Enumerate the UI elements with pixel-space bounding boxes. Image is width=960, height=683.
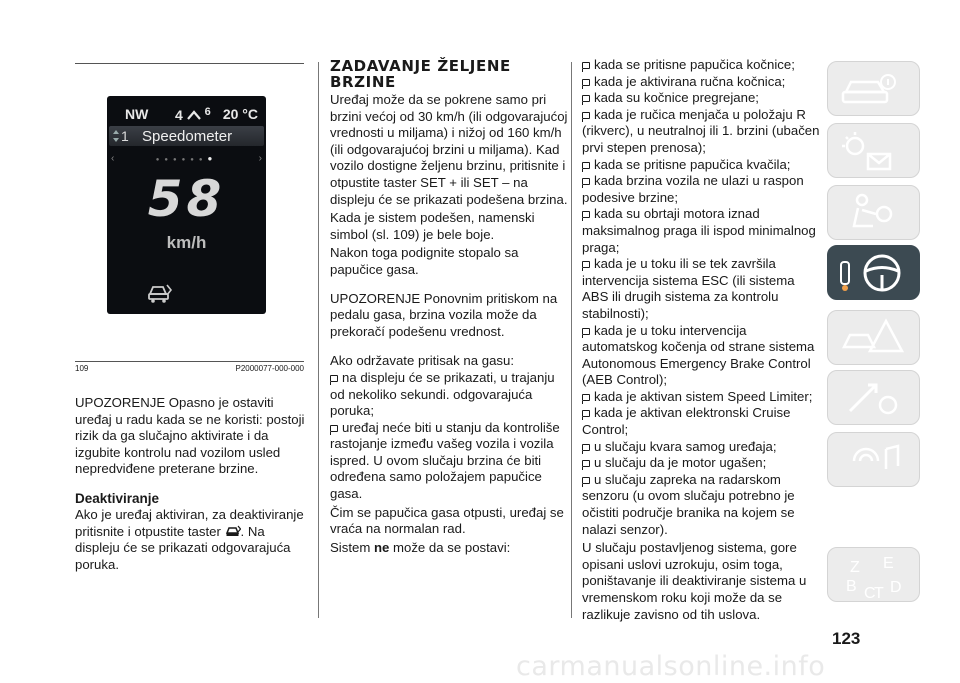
- deactivation-paragraph: [75, 507, 307, 573]
- bullet-icon: [330, 425, 338, 432]
- figure-rule: [75, 361, 304, 362]
- column-divider-2: [571, 62, 572, 618]
- list-item-text: uređaj neće biti u stanju da kontroliše rastojanje između vašeg vozila i vozila ispred. U ovom slučaju brzina će biti određena samo položajem papučice gasa.: [330, 419, 560, 502]
- list-item-text: u slučaju da je motor ugašen;: [594, 455, 767, 471]
- left-chevron-icon: ‹: [111, 153, 115, 164]
- final-paragraph: U slučaju postavljenog sistema, gore opisani uslovi uzrokuju, osim toga, poništavanje ili deaktiviranje sistema u vremenskom roku koji može da se razlikuje zavisno od tih uslova.: [582, 540, 807, 622]
- list-item-text: kada je aktivirana ručna kočnica;: [594, 73, 786, 89]
- temperature-readout: 20 °C: [222, 106, 258, 122]
- list-item: [582, 206, 822, 256]
- bullet-icon: [582, 460, 590, 467]
- gear-next: 6: [204, 106, 211, 118]
- list-item: [582, 256, 822, 322]
- cruise-button-icon: [225, 525, 241, 538]
- paragraph-1: Uređaj može da se pokrene samo pri brzini većoj od 30 km/h (ili odgovarajućoj vrednosti u miljama) i nižoj od 160 km/h (ili odgovarajućoj brzini u miljama). Kad vozilo dostigne željenu brzinu, pritisnite i otpustite taster SET + ili SET – na displeju će se prikazati podešena brzina.: [330, 92, 568, 207]
- warning-paragraph-2: UPOZORENJE Ponovnim pritiskom na pedalu gasa, brzina vozila može da prekoračí podešenu vrednost.: [330, 290, 558, 339]
- bullet-icon: [330, 375, 338, 382]
- deactivation-heading: Deaktiviranje: [75, 490, 160, 506]
- paragraph-2: Kada je sistem podešen, namenski simbol (sl. 109) je bele boje.: [330, 210, 535, 242]
- seat-airbag-icon: [828, 186, 921, 241]
- conditions-list: [582, 57, 822, 538]
- column-divider-1: [318, 62, 319, 618]
- list-item: [330, 420, 570, 503]
- paragraph-5: Čim se papučica gasa otpusti, uređaj se vraća na normalan rad.: [330, 504, 564, 537]
- list-item: [582, 405, 822, 438]
- list-item: [582, 173, 822, 206]
- figure-code: P2000077-000-000: [235, 364, 304, 373]
- bullet-icon: [582, 178, 590, 185]
- car-info-icon: [828, 62, 921, 117]
- index-letter-d: D: [890, 579, 902, 596]
- paragraph-6-text-b: može da se postavi:: [389, 539, 511, 555]
- warning-paragraph: UPOZORENJE Opasno je ostaviti uređaj u radu kada se ne koristi: postoji rizik da ga slučajno aktivirate i da izgubite kontrolu nad vozilom usled nepredviđene preterane brzine.: [75, 395, 305, 477]
- dashboard-figure: [107, 96, 266, 314]
- column-right: [582, 57, 822, 623]
- section-title-line-1: ZADAVANJE ŽELJENE: [330, 57, 511, 75]
- tab-index[interactable]: [827, 547, 920, 602]
- list-item: [582, 472, 822, 538]
- paragraph-4: Ako održavate pritisak na gasu:: [330, 353, 514, 369]
- paragraph-6: [330, 540, 570, 557]
- column-middle: [330, 58, 570, 556]
- paragraph-3: Nakon toga podignite stopalo sa papučice gasa.: [330, 245, 519, 277]
- figure-number: 109: [75, 364, 89, 373]
- index-letter-b: B: [846, 578, 857, 595]
- index-letter-c: C: [864, 585, 876, 602]
- list-item-text: kada su kočnice pregrejane;: [594, 90, 759, 106]
- list-item: [582, 157, 822, 174]
- list-item: [582, 389, 822, 406]
- list-item-text: u slučaju kvara samog uređaja;: [594, 438, 777, 454]
- list-item: [582, 439, 822, 456]
- dashboard-status-bar: [107, 104, 266, 124]
- speed-value: 58: [147, 170, 226, 228]
- gear-shift-icon: [187, 110, 201, 120]
- breakdown-warning-icon: [828, 311, 921, 366]
- deactivation-text-b: . Na displeju će se prikazati odgovarajuća poruka.: [75, 523, 291, 572]
- watermark: carmanualsonline.info: [516, 651, 826, 682]
- compass-direction: NW: [125, 106, 149, 122]
- list-item: [582, 57, 822, 74]
- section-title: [330, 58, 570, 90]
- service-tools-icon: [828, 371, 921, 426]
- cruise-control-icon: [147, 282, 173, 304]
- list-item: [330, 370, 570, 420]
- bullet-icon: [582, 95, 590, 102]
- bullet-icon: [582, 477, 590, 484]
- list-item-text: kada brzina vozila ne ulazi u raspon podesive brzine;: [582, 173, 804, 205]
- bullet-icon: [582, 261, 590, 268]
- column-left: [75, 395, 307, 573]
- tab-seat-airbag[interactable]: [827, 185, 920, 240]
- bullet-icon: [582, 410, 590, 417]
- section-title-line-2: BRZINE: [330, 73, 396, 91]
- list-item-text: kada je u toku intervencija automatskog kočenja od strane sistema Autonomous Emergency Brake Control (AEB Control);: [582, 322, 815, 388]
- tab-starting-driving[interactable]: [827, 245, 920, 300]
- right-chevron-icon: ›: [258, 153, 262, 164]
- paragraph-6-text-a: Sistem: [330, 539, 374, 555]
- bullet-icon: [582, 211, 590, 218]
- lights-message-icon: [828, 124, 921, 179]
- top-rule: [75, 63, 304, 64]
- tab-maintenance[interactable]: [827, 370, 920, 425]
- list-item: [582, 323, 822, 389]
- tab-lights-messages[interactable]: [827, 123, 920, 178]
- list-item-text: kada su obrtaji motora iznad maksimalnog praga ili ispod minimalnog praga;: [582, 206, 816, 255]
- index-letter-z: Z: [850, 559, 860, 576]
- tab-emergency[interactable]: [827, 310, 920, 365]
- menu-number: 1: [121, 128, 129, 144]
- tab-multimedia[interactable]: [827, 432, 920, 487]
- bullet-icon: [582, 394, 590, 401]
- alphabet-index-icon: [828, 548, 921, 603]
- bullet-icon: [582, 328, 590, 335]
- list-item-text: kada se pritisne papučica kvačila;: [594, 156, 791, 172]
- page-dots: ●●●●●●●: [155, 154, 218, 163]
- page-number: 123: [832, 629, 861, 648]
- list-item: [582, 455, 822, 472]
- list-item: [582, 107, 822, 157]
- index-letter-e: E: [883, 555, 894, 572]
- key-steering-wheel-icon: [828, 246, 921, 301]
- index-letter-t: T: [874, 585, 884, 602]
- menu-bar: [109, 126, 264, 146]
- bullet-icon: [582, 112, 590, 119]
- bullet-icon: [582, 444, 590, 451]
- bullet-icon: [582, 79, 590, 86]
- list-item-text: kada je u toku ili se tek završila intervencija sistema ESC (ili sistema ABS ili drugih sistema za kontrolu stabilnosti);: [582, 256, 795, 321]
- list-item-text: kada je aktivan sistem Speed Limiter;: [594, 388, 813, 404]
- list-item-text: u slučaju zapreka na radarskom senzoru (u ovom slučaju potrebno je očistiti područje branika na kojem se nalazi senzor).: [582, 471, 795, 537]
- tab-car-info[interactable]: [827, 61, 920, 116]
- gear-number: 4: [175, 107, 183, 123]
- bullet-icon: [582, 162, 590, 169]
- paragraph-6-bold: ne: [373, 539, 390, 555]
- multimedia-icon: [828, 433, 921, 488]
- list-item: [582, 90, 822, 107]
- speed-unit: km/h: [166, 233, 207, 252]
- bullet-icon: [582, 62, 590, 69]
- list-item-text: kada se pritisne papučica kočnice;: [594, 57, 795, 72]
- deactivation-text-a: Ako je uređaj aktiviran, za deaktiviranje pritisnite i otpustite taster: [75, 506, 304, 539]
- menu-label: Speedometer: [142, 128, 233, 145]
- list-item-text: na displeju će se prikazati, u trajanju od nekoliko sekundi. odgovarajuća poruka;: [330, 369, 555, 419]
- list-item-text: kada je ručica menjača u položaju R (rikverc), u neutralnoj ili 1. brzini (ubačen prvi stepen prenosa);: [582, 106, 820, 155]
- gear-indicator: [175, 106, 211, 123]
- up-down-arrows-icon: [112, 129, 120, 143]
- list-item: [582, 74, 822, 91]
- list-item-text: kada je aktivan elektronski Cruise Control;: [582, 405, 791, 438]
